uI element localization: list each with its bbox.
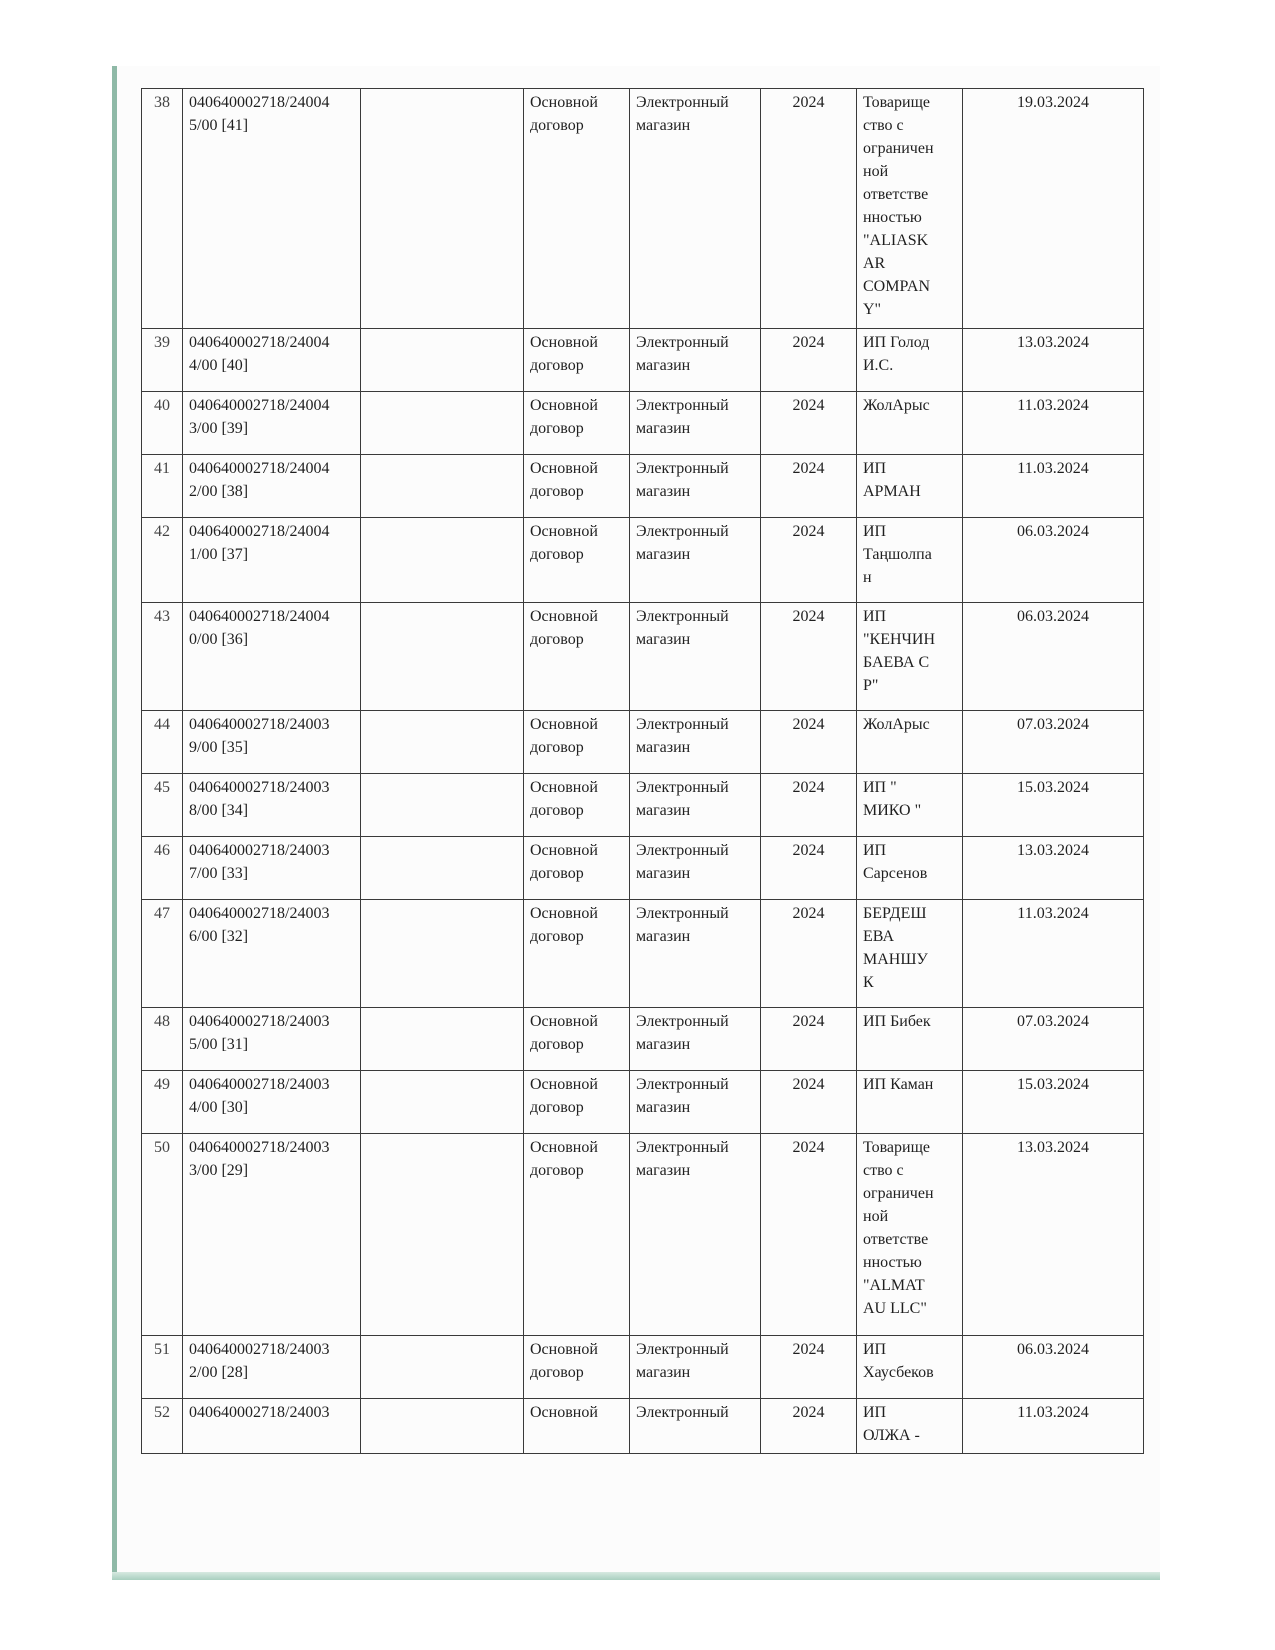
supplier-line: ной: [863, 1208, 889, 1225]
purchase-method-line: магазин: [636, 546, 691, 563]
contract-type: [524, 603, 630, 711]
row-number: 52: [142, 1399, 183, 1454]
purchase-method: [630, 774, 761, 837]
empty-cell: [361, 1134, 524, 1336]
row-number: 40: [142, 392, 183, 455]
purchase-method-line: магазин: [636, 1036, 691, 1053]
contract-type: [524, 900, 630, 1008]
year: 2024: [761, 1399, 857, 1454]
table-row: [142, 1008, 1144, 1071]
supplier-line: АРМАН: [863, 483, 921, 500]
empty-cell: [361, 392, 524, 455]
table-row: [142, 518, 1144, 603]
contract-code: [183, 837, 361, 900]
table-row: [142, 837, 1144, 900]
supplier-line: Товарище: [863, 1139, 930, 1156]
purchase-method-line: Электронный: [636, 608, 729, 625]
contract-type-line: Основной: [530, 842, 598, 859]
empty-cell: [361, 900, 524, 1008]
purchase-method-line: Электронный: [636, 460, 729, 477]
contract-code-line: 9/00 [35]: [189, 739, 249, 756]
supplier-line: БЕРДЕШ: [863, 905, 927, 922]
row-number: 41: [142, 455, 183, 518]
contract-code: [183, 603, 361, 711]
row-number: 45: [142, 774, 183, 837]
contract-date: 15.03.2024: [963, 1071, 1144, 1134]
contract-type-line: договор: [530, 865, 584, 882]
supplier: [857, 1336, 963, 1399]
purchase-method-line: Электронный: [636, 1341, 729, 1358]
contract-code-line: 040640002718/24004: [189, 334, 330, 351]
table-row: [142, 89, 1144, 329]
empty-cell: [361, 774, 524, 837]
contract-code-line: 040640002718/24004: [189, 523, 330, 540]
contract-type: [524, 392, 630, 455]
year: 2024: [761, 603, 857, 711]
contract-code-line: 040640002718/24003: [189, 716, 330, 733]
contract-code: [183, 1008, 361, 1071]
supplier: [857, 392, 963, 455]
supplier: [857, 900, 963, 1008]
contract-type: [524, 774, 630, 837]
row-number: 39: [142, 329, 183, 392]
contract-code: [183, 1134, 361, 1336]
supplier-line: МАНШУ: [863, 951, 928, 968]
contract-code-line: 040640002718/24003: [189, 842, 330, 859]
contract-type: [524, 1399, 630, 1454]
contract-code-line: 040640002718/24004: [189, 608, 330, 625]
contract-code-line: 040640002718/24003: [189, 1404, 330, 1421]
empty-cell: [361, 518, 524, 603]
contract-type: [524, 1071, 630, 1134]
table-row: [142, 774, 1144, 837]
empty-cell: [361, 1336, 524, 1399]
contract-date: 13.03.2024: [963, 1134, 1144, 1336]
supplier-line: ной: [863, 163, 889, 180]
contract-type-line: Основной: [530, 905, 598, 922]
contract-type: [524, 455, 630, 518]
contract-type-line: Основной: [530, 1404, 598, 1421]
contract-type-line: договор: [530, 802, 584, 819]
purchase-method: [630, 392, 761, 455]
contract-date: 06.03.2024: [963, 518, 1144, 603]
purchase-method: [630, 711, 761, 774]
supplier: [857, 1134, 963, 1336]
purchase-method-line: Электронный: [636, 842, 729, 859]
supplier-line: ЖолАрыс: [863, 397, 930, 414]
purchase-method: [630, 900, 761, 1008]
contract-code-line: 040640002718/24004: [189, 460, 330, 477]
contract-date: 13.03.2024: [963, 329, 1144, 392]
purchase-method-line: магазин: [636, 420, 691, 437]
contract-type-line: договор: [530, 1364, 584, 1381]
contract-type-line: Основной: [530, 779, 598, 796]
contract-code: [183, 711, 361, 774]
table-row: [142, 603, 1144, 711]
purchase-method-line: Электронный: [636, 523, 729, 540]
supplier-line: ИП: [863, 460, 887, 477]
contract-code-line: 040640002718/24003: [189, 905, 330, 922]
row-number: 38: [142, 89, 183, 329]
empty-cell: [361, 1399, 524, 1454]
empty-cell: [361, 455, 524, 518]
row-number: 46: [142, 837, 183, 900]
supplier: [857, 455, 963, 518]
contract-type-line: Основной: [530, 1013, 598, 1030]
contract-date: 19.03.2024: [963, 89, 1144, 329]
supplier-line: И.С.: [863, 357, 894, 374]
supplier-line: ИП Бибек: [863, 1013, 931, 1030]
year: 2024: [761, 455, 857, 518]
purchase-method-line: Электронный: [636, 1013, 729, 1030]
supplier-line: БАЕВА С: [863, 654, 930, 671]
year: 2024: [761, 900, 857, 1008]
purchase-method-line: Электронный: [636, 397, 729, 414]
contract-type: [524, 837, 630, 900]
contract-code: [183, 518, 361, 603]
table-row: [142, 711, 1144, 774]
purchase-method-line: Электронный: [636, 1076, 729, 1093]
purchase-method-line: Электронный: [636, 779, 729, 796]
contract-code-line: 040640002718/24004: [189, 94, 330, 111]
contract-code-line: 5/00 [31]: [189, 1036, 249, 1053]
purchase-method-line: магазин: [636, 1099, 691, 1116]
row-number: 48: [142, 1008, 183, 1071]
contract-code: [183, 89, 361, 329]
contract-type: [524, 1336, 630, 1399]
contract-code: [183, 392, 361, 455]
empty-cell: [361, 329, 524, 392]
supplier-line: AR: [863, 255, 886, 272]
contract-code: [183, 900, 361, 1008]
purchase-method: [630, 455, 761, 518]
contract-type-line: договор: [530, 1036, 584, 1053]
purchase-method: [630, 837, 761, 900]
contract-type-line: Основной: [530, 460, 598, 477]
supplier-line: Хаусбеков: [863, 1364, 934, 1381]
supplier-line: ИП Каман: [863, 1076, 934, 1093]
empty-cell: [361, 603, 524, 711]
supplier-line: н: [863, 569, 872, 586]
contract-type-line: Основной: [530, 523, 598, 540]
supplier-line: "ALMAT: [863, 1277, 925, 1294]
supplier-line: Таңшолпа: [863, 546, 932, 563]
year: 2024: [761, 392, 857, 455]
purchase-method-line: Электронный: [636, 94, 729, 111]
table-row: [142, 900, 1144, 1008]
purchase-method: [630, 518, 761, 603]
purchase-method: [630, 89, 761, 329]
row-number: 51: [142, 1336, 183, 1399]
purchase-method-line: магазин: [636, 865, 691, 882]
empty-cell: [361, 1008, 524, 1071]
supplier: [857, 603, 963, 711]
contract-code-line: 7/00 [33]: [189, 865, 249, 882]
contract-date: 07.03.2024: [963, 711, 1144, 774]
contract-type-line: договор: [530, 420, 584, 437]
contract-date: 06.03.2024: [963, 1336, 1144, 1399]
table-row: [142, 1071, 1144, 1134]
contract-type-line: Основной: [530, 608, 598, 625]
supplier: [857, 518, 963, 603]
contract-type-line: Основной: [530, 1076, 598, 1093]
contract-code-line: 3/00 [39]: [189, 420, 249, 437]
contract-code-line: 4/00 [30]: [189, 1099, 249, 1116]
contract-code: [183, 1071, 361, 1134]
supplier-line: "КЕНЧИН: [863, 631, 936, 648]
supplier-line: ИП: [863, 1341, 887, 1358]
table-row: [142, 1134, 1144, 1336]
contract-type-line: договор: [530, 631, 584, 648]
supplier: [857, 1071, 963, 1134]
scan-edge-bottom: [112, 1572, 1160, 1580]
supplier-line: нностью: [863, 1254, 922, 1271]
supplier: [857, 774, 963, 837]
contract-type: [524, 518, 630, 603]
contract-date: 11.03.2024: [963, 900, 1144, 1008]
purchase-method: [630, 1399, 761, 1454]
contract-code: [183, 774, 361, 837]
year: 2024: [761, 1008, 857, 1071]
supplier-line: ИП: [863, 1404, 887, 1421]
contract-code-line: 2/00 [38]: [189, 483, 249, 500]
purchase-method-line: магазин: [636, 117, 691, 134]
supplier-line: ограничен: [863, 1185, 934, 1202]
empty-cell: [361, 89, 524, 329]
year: 2024: [761, 89, 857, 329]
contract-date: 07.03.2024: [963, 1008, 1144, 1071]
purchase-method-line: магазин: [636, 483, 691, 500]
supplier-line: ИП: [863, 842, 887, 859]
contract-type-line: договор: [530, 928, 584, 945]
purchase-method: [630, 1071, 761, 1134]
contract-type-line: Основной: [530, 397, 598, 414]
contract-type-line: договор: [530, 357, 584, 374]
supplier: [857, 1008, 963, 1071]
supplier-line: ОЛЖА -: [863, 1427, 920, 1444]
contract-type: [524, 1134, 630, 1336]
contract-code-line: 040640002718/24003: [189, 779, 330, 796]
row-number: 42: [142, 518, 183, 603]
contract-code: [183, 1399, 361, 1454]
purchase-method-line: магазин: [636, 631, 691, 648]
supplier-line: ЖолАрыс: [863, 716, 930, 733]
contract-type-line: Основной: [530, 716, 598, 733]
purchase-method-line: Электронный: [636, 1404, 729, 1421]
table-row: [142, 329, 1144, 392]
supplier-line: ответстве: [863, 186, 929, 203]
contract-code: [183, 1336, 361, 1399]
supplier-line: ИП: [863, 523, 887, 540]
contract-type-line: договор: [530, 483, 584, 500]
supplier-line: Y": [863, 301, 882, 318]
purchase-method: [630, 1008, 761, 1071]
supplier-line: ответстве: [863, 1231, 929, 1248]
contract-code-line: 040640002718/24003: [189, 1139, 330, 1156]
supplier-line: ЕВА: [863, 928, 894, 945]
contract-type-line: Основной: [530, 334, 598, 351]
purchase-method-line: магазин: [636, 928, 691, 945]
supplier-line: МИКО ": [863, 802, 922, 819]
contract-code-line: 5/00 [41]: [189, 117, 249, 134]
purchase-method-line: Электронный: [636, 716, 729, 733]
contract-code-line: 3/00 [29]: [189, 1162, 249, 1179]
contract-type: [524, 1008, 630, 1071]
row-number: 43: [142, 603, 183, 711]
purchase-method-line: магазин: [636, 1162, 691, 1179]
contract-type-line: Основной: [530, 94, 598, 111]
supplier-line: AU LLC": [863, 1300, 927, 1317]
purchase-method-line: Электронный: [636, 1139, 729, 1156]
contract-code-line: 040640002718/24004: [189, 397, 330, 414]
supplier-line: К: [863, 974, 874, 991]
contract-code-line: 040640002718/24003: [189, 1076, 330, 1093]
contract-code-line: 0/00 [36]: [189, 631, 249, 648]
purchase-method-line: Электронный: [636, 905, 729, 922]
contract-date: 13.03.2024: [963, 837, 1144, 900]
contract-type-line: договор: [530, 739, 584, 756]
supplier-line: Сарсенов: [863, 865, 928, 882]
row-number: 47: [142, 900, 183, 1008]
purchase-method: [630, 603, 761, 711]
supplier-line: ство с: [863, 1162, 904, 1179]
contract-code-line: 6/00 [32]: [189, 928, 249, 945]
contract-date: 15.03.2024: [963, 774, 1144, 837]
year: 2024: [761, 1071, 857, 1134]
supplier: [857, 711, 963, 774]
contract-code-line: 040640002718/24003: [189, 1013, 330, 1030]
year: 2024: [761, 837, 857, 900]
table-row: [142, 392, 1144, 455]
supplier-line: ИП: [863, 608, 887, 625]
purchase-method-line: магазин: [636, 739, 691, 756]
contract-code-line: 040640002718/24003: [189, 1341, 330, 1358]
year: 2024: [761, 711, 857, 774]
year: 2024: [761, 774, 857, 837]
empty-cell: [361, 1071, 524, 1134]
row-number: 50: [142, 1134, 183, 1336]
contract-type-line: Основной: [530, 1341, 598, 1358]
table-row: [142, 1336, 1144, 1399]
contract-type: [524, 329, 630, 392]
contract-type-line: договор: [530, 546, 584, 563]
contract-type-line: договор: [530, 1099, 584, 1116]
contract-code-line: 1/00 [37]: [189, 546, 249, 563]
table-row: [142, 1399, 1144, 1454]
supplier-line: COMPAN: [863, 278, 930, 295]
contract-date: 11.03.2024: [963, 455, 1144, 518]
row-number: 44: [142, 711, 183, 774]
empty-cell: [361, 837, 524, 900]
contract-code: [183, 455, 361, 518]
contract-type: [524, 711, 630, 774]
supplier-line: нностью: [863, 209, 922, 226]
contract-type-line: договор: [530, 1162, 584, 1179]
empty-cell: [361, 711, 524, 774]
supplier: [857, 89, 963, 329]
supplier-line: "ALIASK: [863, 232, 929, 249]
contract-type: [524, 89, 630, 329]
purchase-method-line: магазин: [636, 1364, 691, 1381]
contract-date: 11.03.2024: [963, 1399, 1144, 1454]
contract-code-line: 8/00 [34]: [189, 802, 249, 819]
purchase-method: [630, 329, 761, 392]
supplier-line: Р": [863, 677, 879, 694]
year: 2024: [761, 518, 857, 603]
supplier-line: ограничен: [863, 140, 934, 157]
supplier: [857, 329, 963, 392]
row-number: 49: [142, 1071, 183, 1134]
purchase-method: [630, 1336, 761, 1399]
contract-code: [183, 329, 361, 392]
supplier-line: Товарище: [863, 94, 930, 111]
contract-code-line: 2/00 [28]: [189, 1364, 249, 1381]
contract-date: 06.03.2024: [963, 603, 1144, 711]
supplier-line: ИП ": [863, 779, 897, 796]
supplier-line: ство с: [863, 117, 904, 134]
purchase-method-line: Электронный: [636, 334, 729, 351]
contract-type-line: договор: [530, 117, 584, 134]
table-row: [142, 455, 1144, 518]
supplier: [857, 1399, 963, 1454]
contract-type-line: Основной: [530, 1139, 598, 1156]
year: 2024: [761, 1134, 857, 1336]
purchase-method: [630, 1134, 761, 1336]
purchase-method-line: магазин: [636, 802, 691, 819]
contracts-table: [141, 88, 1144, 1454]
supplier-line: ИП Голод: [863, 334, 930, 351]
year: 2024: [761, 329, 857, 392]
contract-date: 11.03.2024: [963, 392, 1144, 455]
contract-code-line: 4/00 [40]: [189, 357, 249, 374]
year: 2024: [761, 1336, 857, 1399]
purchase-method-line: магазин: [636, 357, 691, 374]
supplier: [857, 837, 963, 900]
